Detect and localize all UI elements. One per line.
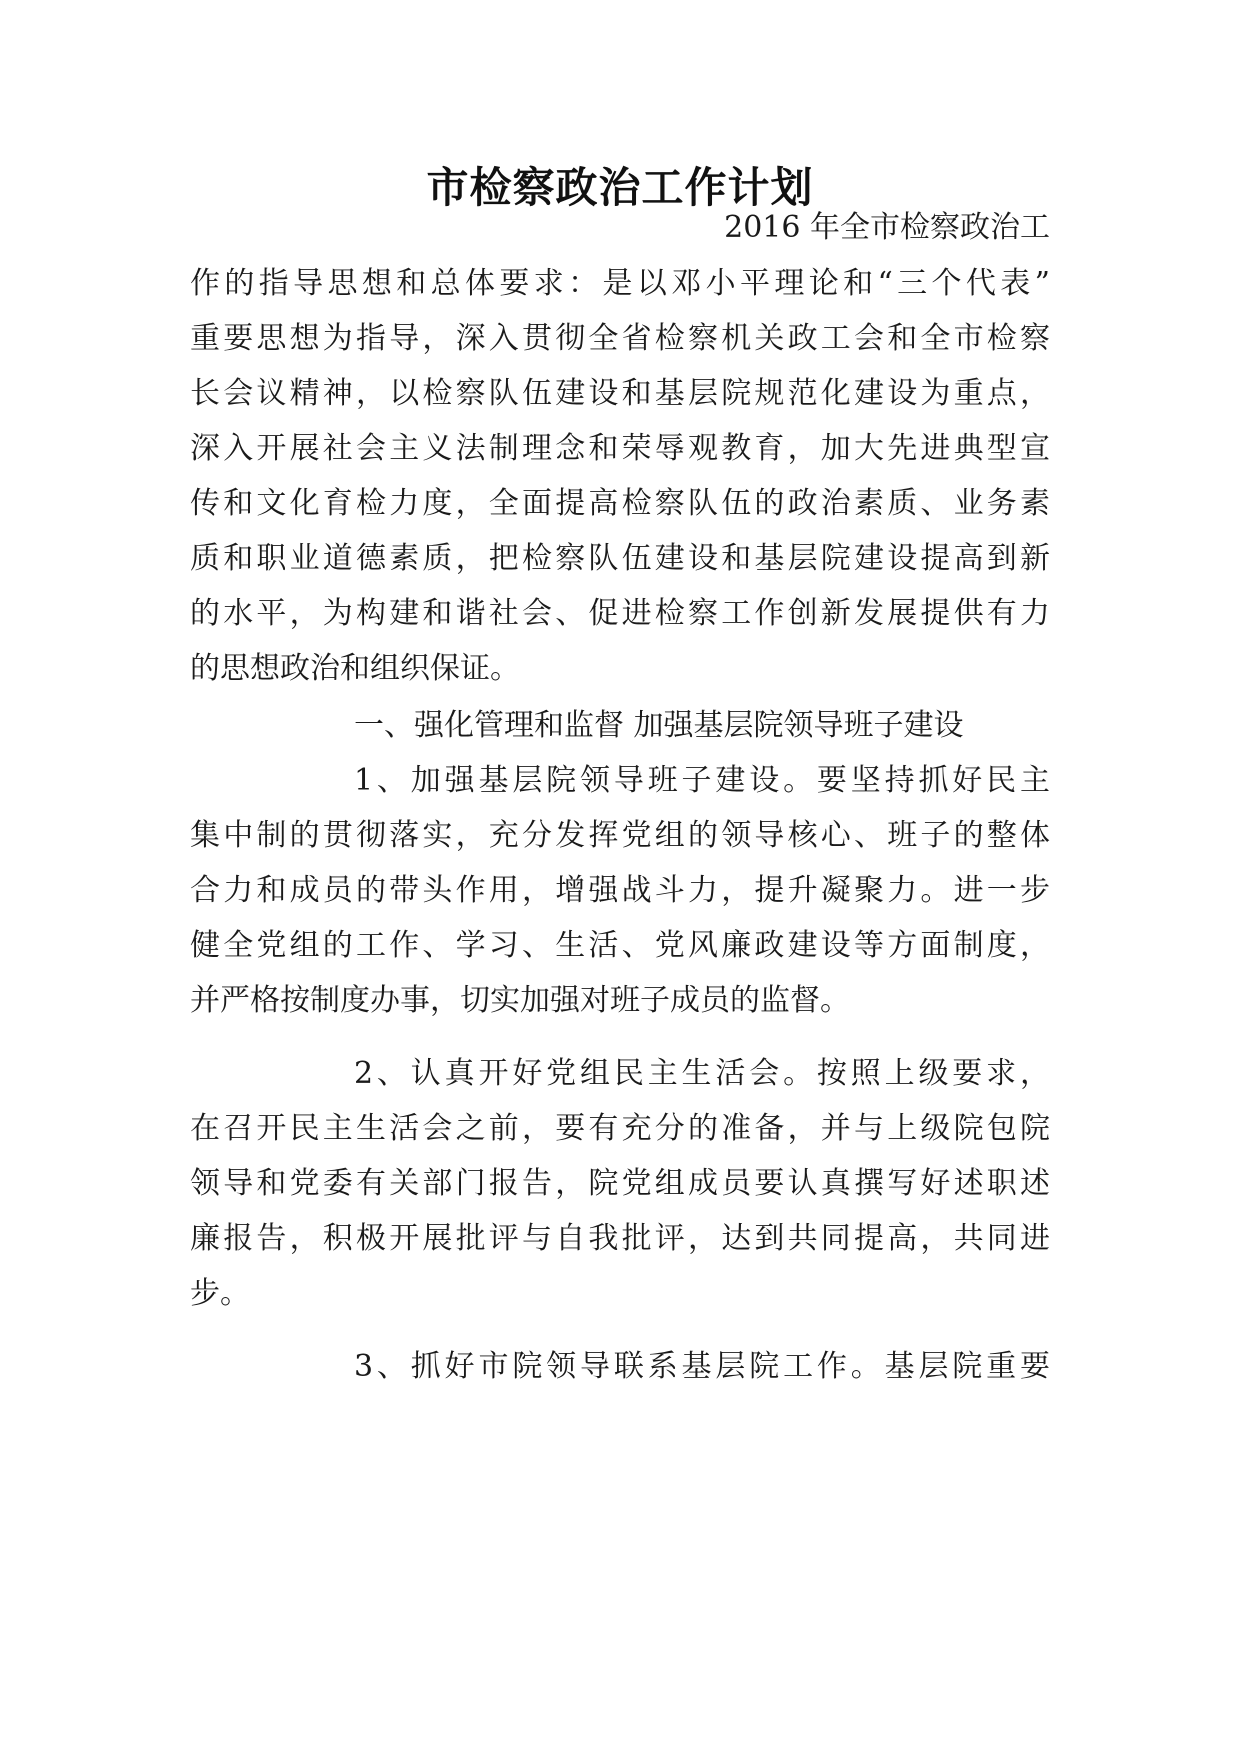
item-line: 1、加强基层院领导班子建设。要坚持抓好民主: [354, 763, 1050, 798]
section-heading: 一、强化管理和监督 加强基层院领导班子建设: [354, 708, 964, 743]
item-line: 集中制的贯彻落实，充分发挥党组的领导核心、班子的整体: [190, 818, 1050, 853]
intro-line: 作的指导思想和总体要求：是以邓小平理论和“三个代表”: [190, 266, 1050, 301]
item-line: 2、认真开好党组民主生活会。按照上级要求，: [354, 1056, 1050, 1091]
item-line: 健全党组的工作、学习、生活、党风廉政建设等方面制度，: [190, 928, 1050, 963]
intro-line: 长会议精神，以检察队伍建设和基层院规范化建设为重点，: [190, 376, 1050, 411]
intro-line: 质和职业道德素质，把检察队伍建设和基层院建设提高到新: [190, 541, 1050, 576]
intro-line: 的水平，为构建和谐社会、促进检察工作创新发展提供有力: [190, 596, 1050, 631]
intro-line: 的思想政治和组织保证。: [190, 651, 520, 686]
item-line: 廉报告，积极开展批评与自我批评，达到共同提高，共同进: [190, 1221, 1050, 1256]
item-line: 合力和成员的带头作用，增强战斗力，提升凝聚力。进一步: [190, 873, 1050, 908]
intro-line: 重要思想为指导，深入贯彻全省检察机关政工会和全市检察: [190, 321, 1050, 356]
item-line: 并严格按制度办事，切实加强对班子成员的监督。: [190, 983, 850, 1018]
item-line: 3、抓好市院领导联系基层院工作。基层院重要: [354, 1349, 1050, 1384]
intro-line: 2016 年全市检察政治工: [724, 210, 1050, 245]
item-line: 在召开民主生活会之前，要有充分的准备，并与上级院包院: [190, 1111, 1050, 1146]
item-line: 步。: [190, 1276, 250, 1311]
item-line: 领导和党委有关部门报告，院党组成员要认真撰写好述职述: [190, 1166, 1050, 1201]
intro-line: 深入开展社会主义法制理念和荣辱观教育，加大先进典型宣: [190, 431, 1050, 466]
document-title: 市检察政治工作计划: [426, 163, 814, 212]
intro-line: 传和文化育检力度，全面提高检察队伍的政治素质、业务素: [190, 486, 1050, 521]
